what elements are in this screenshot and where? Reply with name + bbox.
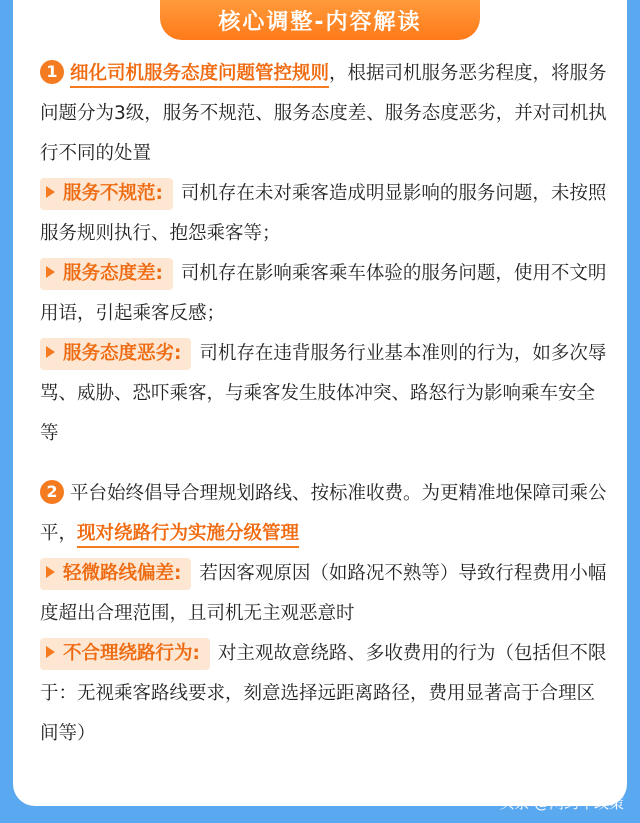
section-1-text: ，根据司机服务恶劣程度，将服务问题分为3级，服务不规范、服务态度差、服务态度恶劣，并对司机执行不同的处置 <box>40 63 607 164</box>
section-1-item <box>40 254 610 334</box>
section-2-text: 平台始终倡导合理规划路线、按标准收费。为更精准地保障司乘公平， <box>40 483 607 544</box>
item-text: 司机存在未对乘客造成明显影响的服务问题，未按照服务规则执行、抱怨乘客等； <box>40 183 607 244</box>
section-2-item <box>40 634 610 754</box>
item-text: 若因客观原因（如路况不熟等）导致行程费用小幅度超出合理范围，且司机无主观恶意时 <box>40 563 607 624</box>
item-tag: 不合理绕路行为: <box>40 638 210 670</box>
item-tag: 轻微路线偏差: <box>40 558 191 590</box>
triangle-bullet-icon <box>46 186 55 198</box>
section-2-highlight: 现对绕路行为实施分级管理 <box>77 523 299 548</box>
item-tag: 服务态度差: <box>40 258 173 290</box>
triangle-bullet-icon <box>46 566 55 578</box>
section-2-item <box>40 554 610 634</box>
section-1-highlight: 细化司机服务态度问题管控规则 <box>70 63 329 88</box>
header-title: 核心调整-内容解读 <box>160 0 480 40</box>
item-tag: 服务态度恶劣: <box>40 338 191 370</box>
section-1-item <box>40 174 610 254</box>
watermark: 头条 @网约车政策 <box>499 794 624 812</box>
section-1-number: 1 <box>40 60 64 84</box>
section-2-number: 2 <box>40 480 64 504</box>
triangle-bullet-icon <box>46 266 55 278</box>
main-content <box>40 54 610 754</box>
triangle-bullet-icon <box>46 646 55 658</box>
section-2-intro <box>40 474 610 554</box>
section-1-item <box>40 334 610 454</box>
section-1-intro <box>40 54 610 174</box>
item-text: 司机存在影响乘客乘车体验的服务问题，使用不文明用语，引起乘客反感； <box>40 263 607 324</box>
item-text: 司机存在违背服务行业基本准则的行为，如多次辱骂、威胁、恐吓乘客，与乘客发生肢体冲突、路怒行为影响乘车安全等 <box>40 343 607 444</box>
item-tag: 服务不规范: <box>40 178 173 210</box>
triangle-bullet-icon <box>46 346 55 358</box>
item-text: 对主观故意绕路、多收费用的行为（包括但不限于：无视乘客路线要求，刻意选择远距离路径，费用显著高于合理区间等） <box>40 643 607 744</box>
